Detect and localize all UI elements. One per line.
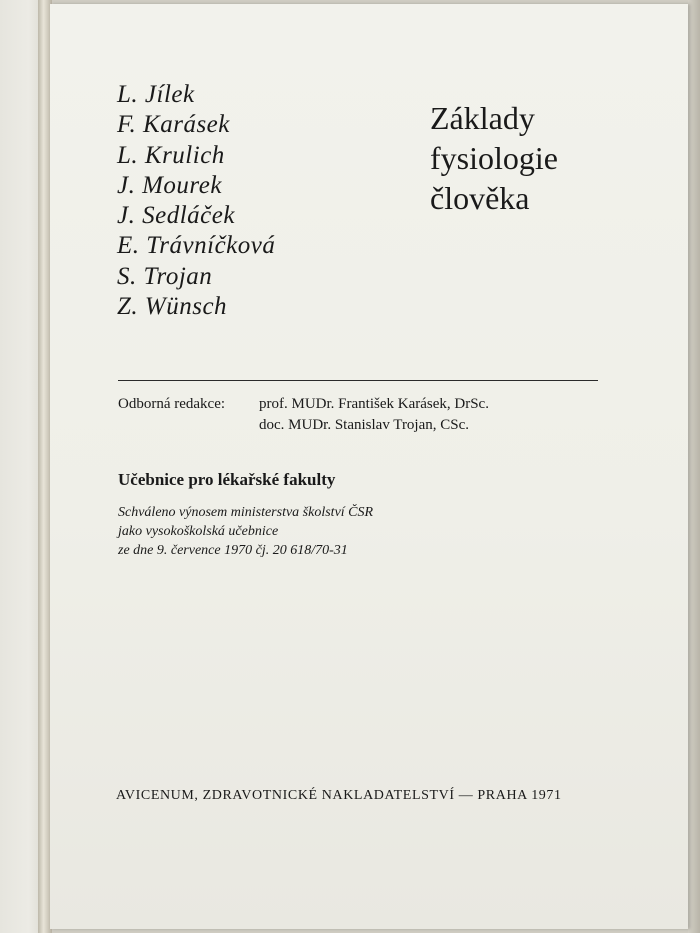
editors-block [118, 394, 489, 436]
editor-name: doc. MUDr. Stanislav Trojan, CSc. [259, 417, 470, 433]
author-name: E. Trávníčková [117, 232, 276, 260]
book-title [430, 98, 558, 218]
author-name: F. Karásek [117, 111, 230, 139]
book-subtitle: Učebnice pro lékařské fakulty [118, 470, 336, 489]
title-line: člověka [430, 180, 530, 216]
editor-name: prof. MUDr. František Karásek, DrSc. [259, 396, 489, 412]
divider-rule [118, 380, 598, 381]
approval-note [118, 503, 373, 560]
approval-line: Schváleno výnosem ministerstva školství ČSR [118, 505, 374, 520]
approval-line: ze dne 9. července 1970 čj. 20 618/70-31 [118, 543, 348, 558]
author-name: J. Sedláček [117, 202, 235, 230]
title-line: fysiologie [430, 140, 558, 176]
editors-label: Odborná redakce: [118, 396, 226, 412]
publisher-imprint: AVICENUM, ZDRAVOTNICKÉ NAKLADATELSTVÍ — PRAHA 1971 [116, 788, 562, 803]
author-list [117, 80, 275, 322]
author-name: L. Jílek [117, 81, 195, 108]
author-name: Z. Wünsch [117, 293, 228, 321]
author-name: L. Krulich [117, 141, 225, 169]
author-name: S. Trojan [117, 262, 213, 290]
approval-line: jako vysokoškolská učebnice [118, 524, 279, 539]
title-line: Základy [430, 100, 535, 136]
author-name: J. Mourek [117, 171, 222, 199]
right-page-edge [688, 0, 700, 933]
